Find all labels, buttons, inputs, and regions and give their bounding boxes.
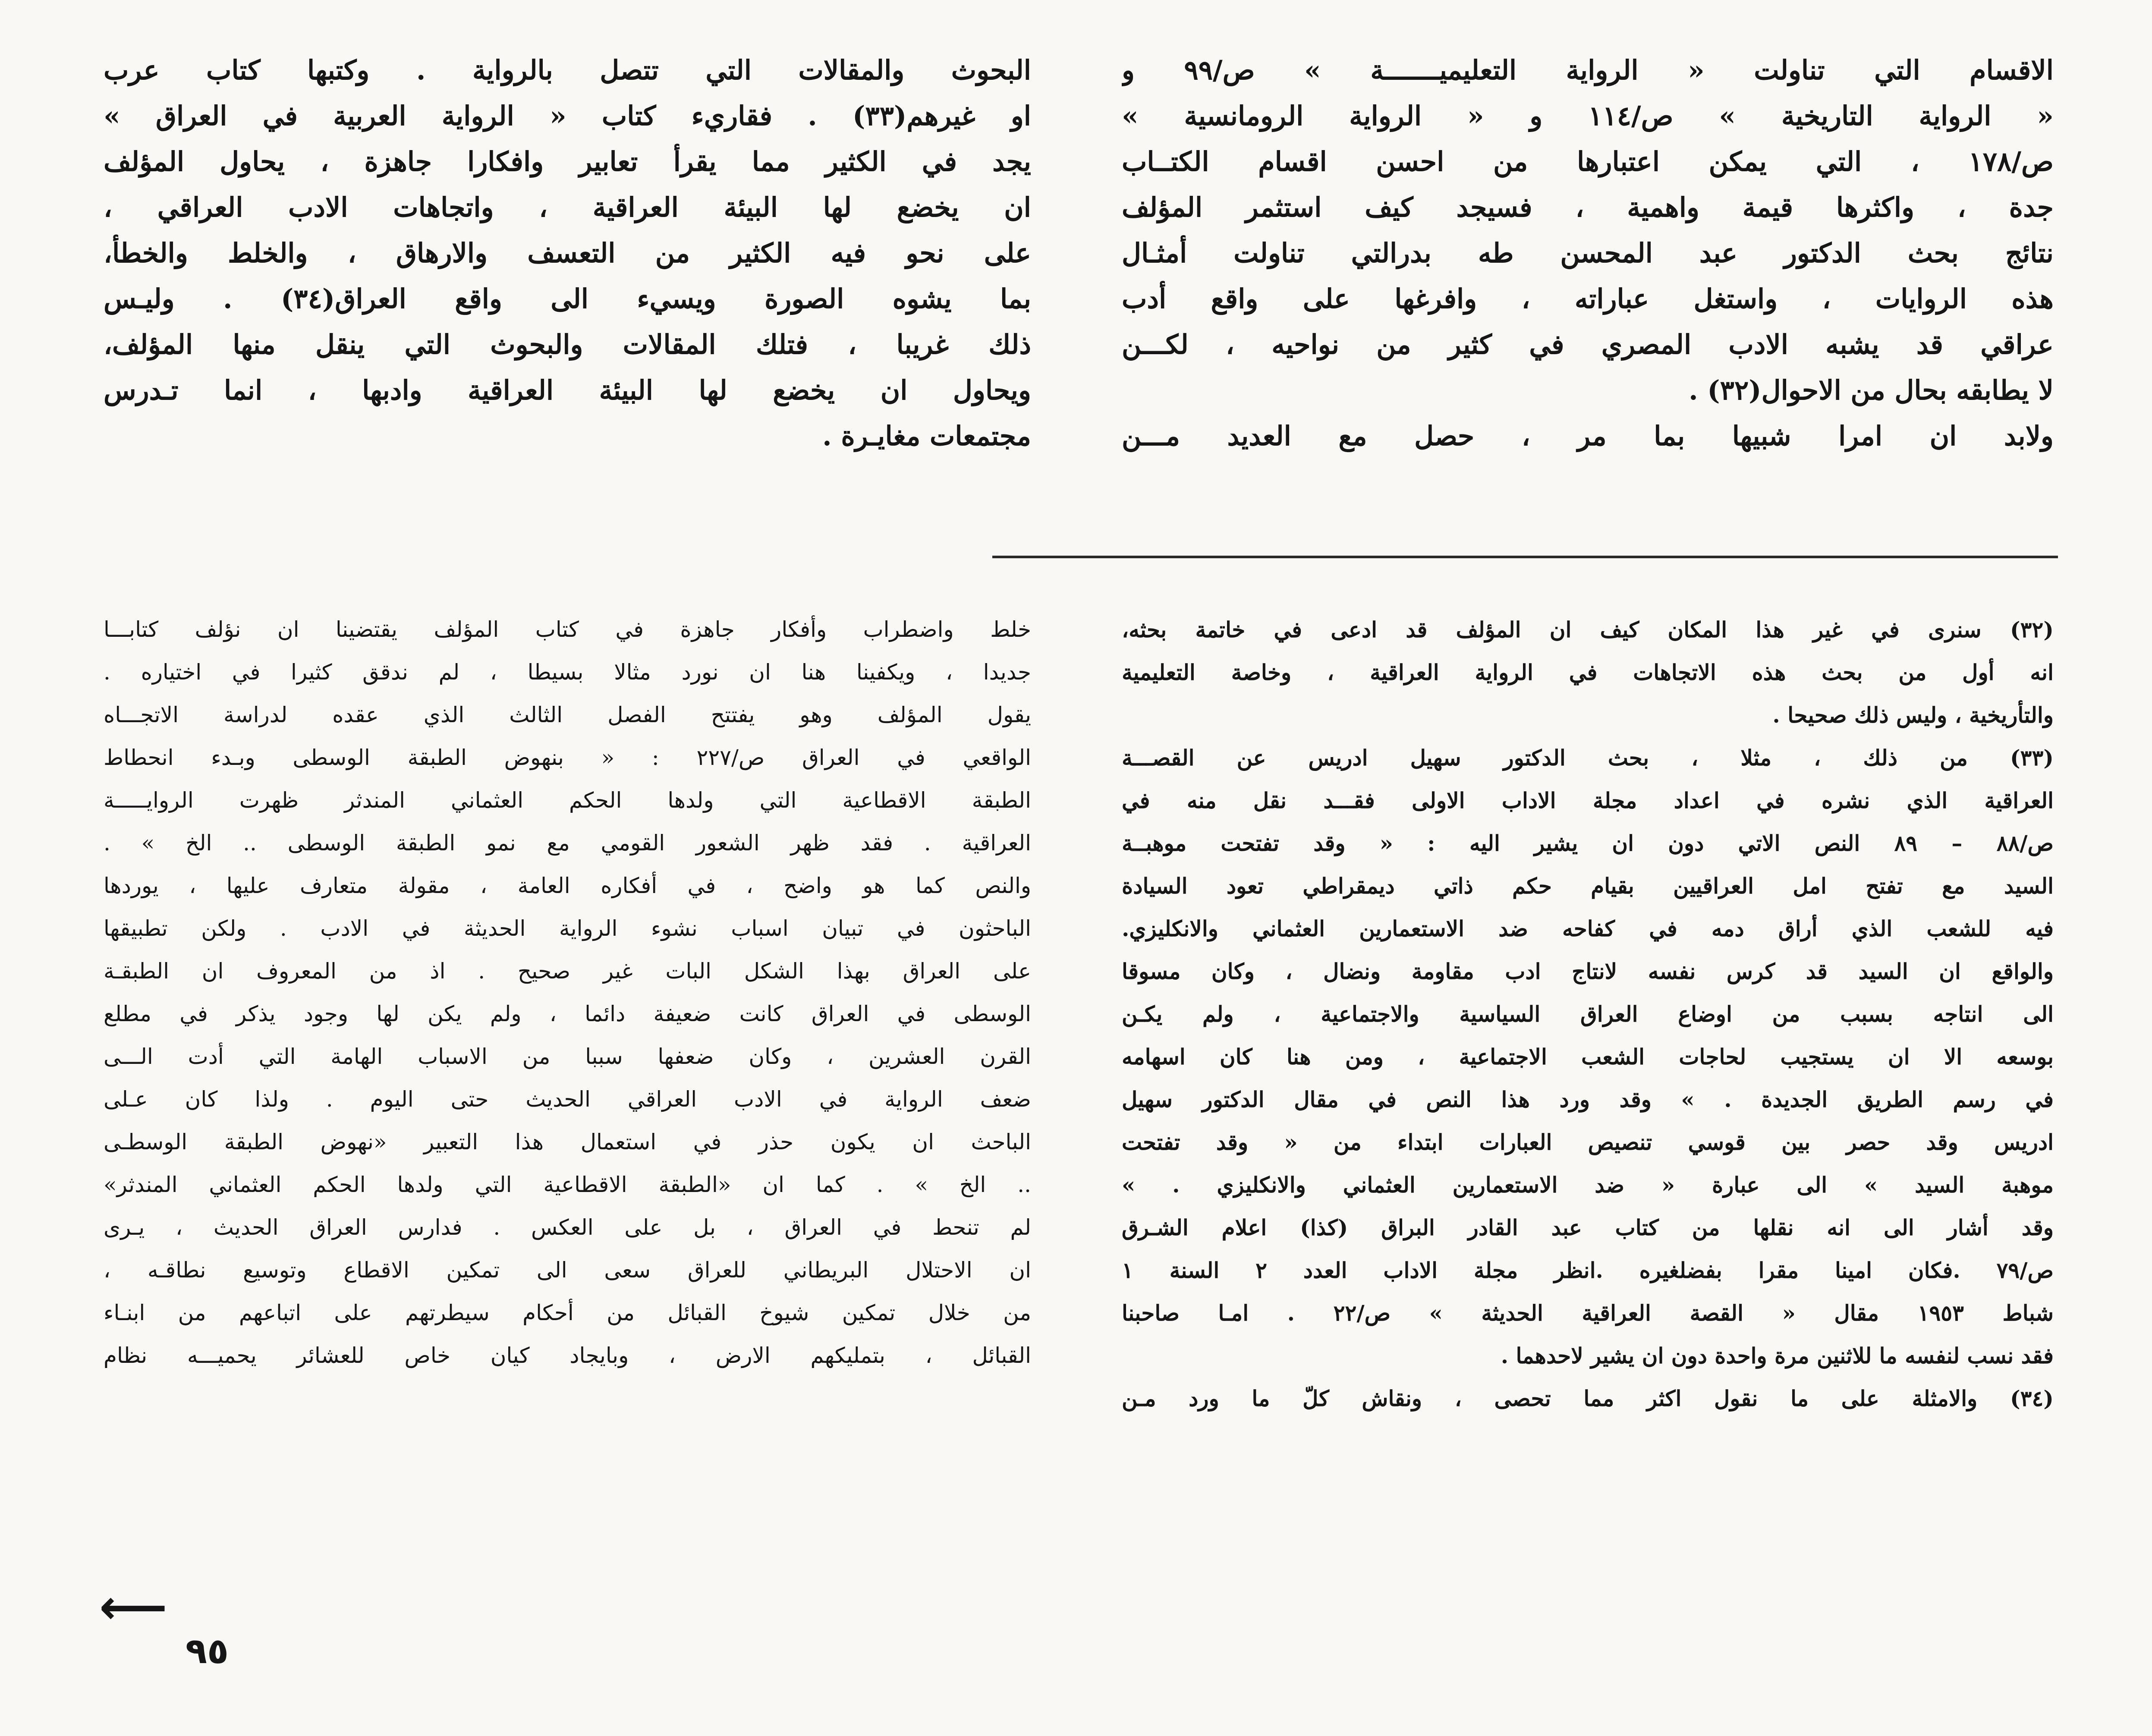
text-line: الوسطى في العراق كانت ضعيفة دائما ، ولم يكن لها وجود يذكر في مطلع <box>104 1001 1031 1026</box>
text-line: الباحثون في تبيان اسباب نشوء الرواية الحديثة في الادب . ولكن تطبيقها <box>104 916 1031 941</box>
text-line: يقول المؤلف وهو يفتتح الفصل الثالث الذي عقده لدراسة الاتجـــاه <box>104 702 1031 727</box>
text-line: البحوث والمقالات التي تتصل بالرواية . وكتبها كتاب عرب <box>104 54 1031 86</box>
footnote-line: في رسم الطريق الجديدة . » وقد ورد هذا النص في مقال الدكتور سهيل <box>1122 1087 2054 1112</box>
footnote-line: فقد نسب لنفسه ما للاثنين مرة واحدة دون ان يشير لاحدهما . <box>1501 1343 2054 1368</box>
footnote-line: (٣٤) والامثلة على ما نقول اكثر مما تحصى ، ونقاش كلّ ما ورد مـن <box>1122 1386 2054 1411</box>
upper-right-column <box>1122 47 2054 544</box>
text-line: القرن العشرين ، وكان ضعفها سببا من الاسباب الهامة التي أدت الـــى <box>104 1044 1031 1069</box>
footnote-line: موهبة السيد » الى عبارة « ضد الاستعمارين العثماني والانكليزي . » <box>1122 1172 2054 1198</box>
footnote-line: السيد مع تفتح امل العراقيين بقيام حكم ذاتي ديمقراطي تعود السيادة <box>1122 873 2054 899</box>
text-line: جدة ، واكثرها قيمة واهمية ، فسيجد كيف استثمر المؤلف <box>1122 192 2054 223</box>
text-line: نتائج بحث الدكتور عبد المحسن طه بدرالتي تناولت أمثـال <box>1122 237 2054 269</box>
footnote-line: العراقية الذي نشره في اعداد مجلة الاداب الاولى فقـــد نقل منه في <box>1122 788 2054 813</box>
footnote-line: (٣٣) من ذلك ، مثلا ، بحث الدكتور سهيل ادريس عن القصـــة <box>1122 745 2054 771</box>
footnote-line: وقد أشار الى انه نقلها من كتاب عبد القادر البراق (كذا) اعلام الشـرق <box>1122 1215 2054 1240</box>
footnote-line: بوسعه الا ان يستجيب لحاجات الشعب الاجتماعية ، ومن هنا كان اسهامه <box>1122 1044 2054 1069</box>
footnote-line: والتأريخية ، وليس ذلك صحيحا . <box>1772 702 2054 728</box>
text-line: على العراق بهذا الشكل البات غير صحيح . اذ من المعروف ان الطبقـة <box>104 959 1031 984</box>
text-line: مجتمعات مغايـرة . <box>822 420 1031 452</box>
text-line: ان يخضع لها البيئة العراقية ، واتجاهات الادب العراقي ، <box>104 192 1031 223</box>
text-line: جديدا ، ويكفينا هنا ان نورد مثالا بسيطا ، لم ندقق كثيرا في اختياره . <box>104 660 1031 685</box>
footnote-separator-rule <box>992 556 2058 558</box>
text-line: « الرواية التاريخية » ص/١١٤ و « الرواية الرومانسية » <box>1122 100 2054 132</box>
footnotes-column <box>1122 608 2054 1420</box>
continue-arrow-icon: ⟵ <box>99 1579 167 1635</box>
footnote-line: الى انتاجه بسبب من اوضاع العراق السياسية والاجتماعية ، ولم يكـن <box>1122 1001 2054 1027</box>
upper-left-column <box>104 47 1031 544</box>
text-line: على نحو فيه الكثير من التعسف والارهاق ، والخلط والخطأ، <box>104 237 1031 269</box>
text-line: او غيرهم(٣٣) . فقاريء كتاب « الرواية العربية في العراق » <box>104 100 1031 132</box>
text-line: الباحث ان يكون حذر في استعمال هذا التعبير «نهوض الطبقة الوسطـى <box>104 1129 1031 1154</box>
text-line: يجد في الكثير مما يقرأ تعابير وافكارا جاهزة ، يحاول المؤلف <box>104 146 1031 177</box>
text-line: الاقسام التي تناولت « الرواية التعليميـــــــة » ص/٩٩ و <box>1122 54 2054 86</box>
footnote-line: ص/٧٩ .فكان امينا مقرا بفضلغيره .انظر مجلة الاداب العدد ٢ السنة ١ <box>1122 1258 2054 1283</box>
footnote-line: (٣٢) سنرى في غير هذا المكان كيف ان المؤلف قد ادعى في خاتمة بحثه، <box>1122 617 2054 642</box>
page-number: ٩٥ <box>186 1631 229 1672</box>
text-line: من خلال تمكين شيوخ القبائل من أحكام سيطرتهم على اتباعهم من ابنـاء <box>104 1300 1031 1325</box>
text-line: لا يطابقه بحال من الاحوال(٣٢) . <box>1689 374 2054 406</box>
footnote-line: ادريس وقد حصر بين قوسي تنصيص العبارات ابتداء من « وقد تفتحت <box>1122 1129 2054 1155</box>
text-line: ذلك غريبا ، فتلك المقالات والبحوث التي ينقل منها المؤلف، <box>104 329 1031 360</box>
lower-left-column <box>104 608 1031 1377</box>
text-line: ولابد ان امرا شبيها بما مر ، حصل مع العديد مـــن <box>1122 420 2054 452</box>
footnote-line: ص/٨٨ – ٨٩ النص الاتي دون ان يشير اليه : « وقد تفتحت موهبــة <box>1122 830 2054 856</box>
footnote-line: انه أول من بحث هذه الاتجاهات في الرواية العراقية ، وخاصة التعليمية <box>1122 660 2054 685</box>
text-line: لم تنحط في العراق ، بل على العكس . فدارس العراق الحديث ، يـرى <box>104 1215 1031 1240</box>
text-line: الطبقة الاقطاعية التي ولدها الحكم العثماني المندثر ظهرت الروايـــــة <box>104 788 1031 813</box>
text-line: والنص كما هو واضح ، في أفكاره العامة ، مقولة متعارف عليها ، يوردها <box>104 873 1031 898</box>
text-line: ويحاول ان يخضع لها البيئة العراقية وادبها ، انما تـدرس <box>104 374 1031 406</box>
text-line: ان الاحتلال البريطاني للعراق سعى الى تمكين الاقطاع وتوسيع نطاقـه ، <box>104 1258 1031 1283</box>
text-line: عراقي قد يشبه الادب المصري في كثير من نواحيه ، لكـــن <box>1122 329 2054 360</box>
text-line: القبائل ، بتمليكهم الارض ، وبايجاد كيان خاص للعشائر يحميـــه نظام <box>104 1343 1031 1368</box>
text-line: ضعف الرواية في الادب العراقي الحديث حتى اليوم . ولذا كان عـلى <box>104 1087 1031 1112</box>
text-line: هذه الروايات ، واستغل عباراته ، وافرغها على واقع أدب <box>1122 283 2054 314</box>
text-line: بما يشوه الصورة ويسيء الى واقع العراق(٣٤) . وليـس <box>104 283 1031 314</box>
text-line: خلط واضطراب وأفكار جاهزة في كتاب المؤلف يقتضينا ان نؤلف كتابـــا <box>104 617 1031 642</box>
footnote-line: شباط ١٩٥٣ مقال « القصة العراقية الحديثة » ص/٢٢ . امـا صاحبنا <box>1122 1300 2054 1326</box>
text-line: ص/١٧٨ ، التي يمكن اعتبارها من احسن اقسام الكتــاب <box>1122 146 2054 177</box>
footnote-line: فيه للشعب الذي أراق دمه في كفاحه ضد الاستعمارين العثماني والانكليزي. <box>1122 916 2054 941</box>
text-line: الواقعي في العراق ص/٢٢٧ : « بنهوض الطبقة الوسطى وبـدء انحطاط <box>104 745 1031 770</box>
text-line: .. الخ » . كما ان «الطبقة الاقطاعية التي ولدها الحكم العثماني المندثر» <box>104 1172 1031 1197</box>
footnote-line: والواقع ان السيد قد كرس نفسه لانتاج ادب مقاومة ونضال ، وكان مسوقا <box>1122 959 2054 984</box>
text-line: العراقية . فقد ظهر الشعور القومي مع نمو الطبقة الوسطى .. الخ » . <box>104 830 1031 855</box>
